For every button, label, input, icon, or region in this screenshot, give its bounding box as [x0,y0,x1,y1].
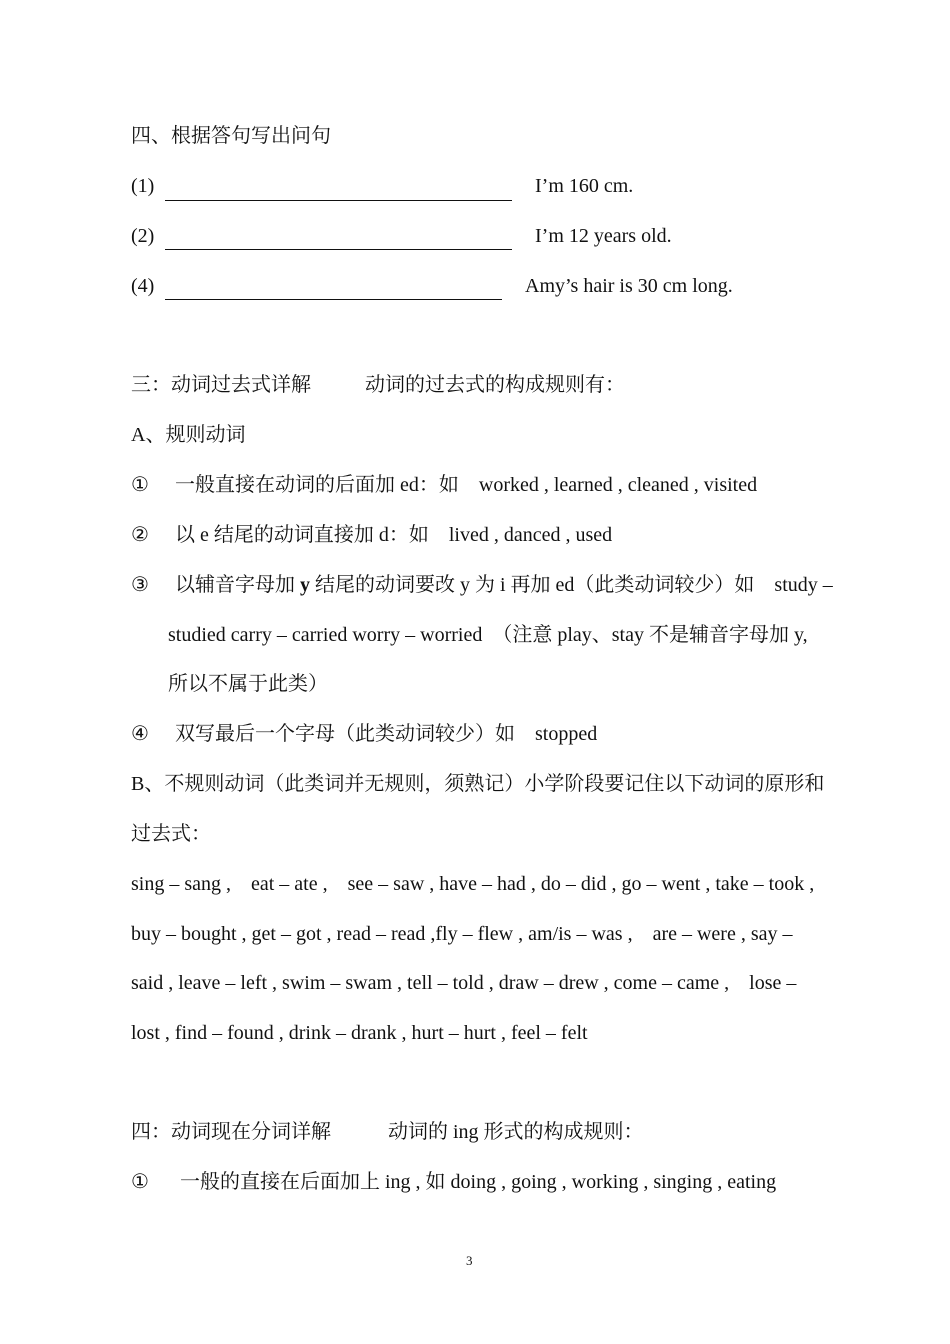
rule-marker: ④ [131,723,149,745]
rule-marker: ① [131,1171,149,1193]
exercise-number: (2) [131,225,155,247]
rule-text-continued: 所以不属于此类） [168,673,328,695]
irregular-verb-line: sing – sang , eat – ate , see – saw , have – had , do – did , go – went , take – took , [131,873,815,895]
answer-blank[interactable] [165,249,512,250]
irregular-verbs-heading-cont: 过去式： [131,823,211,845]
present-participle-subtitle: 动词的 ing 形式的构成规则： [388,1121,644,1143]
rule-marker: ② [131,524,149,546]
past-tense-subtitle: 动词的过去式的构成规则有： [365,374,625,396]
rule-marker: ① [131,474,149,496]
regular-verbs-heading: A、规则动词 [131,424,246,446]
exercise-number: (4) [131,275,155,297]
rule-text: 一般直接在动词的后面加 ed：如 worked , learned , cleaned , visited [175,474,758,496]
answer-blank[interactable] [165,200,512,201]
irregular-verb-line: said , leave – left , swim – swam , tell – told , draw – drew , come – came , lose – [131,972,797,994]
irregular-verb-line: buy – bought , get – got , read – read ,fly – flew , am/is – was , are – were , say – [131,923,793,945]
rule-text-part: 以辅音字母加 [175,574,300,596]
given-answer: Amy’s hair is 30 cm long. [525,275,733,297]
irregular-verb-line: lost , find – found , drink – drank , hurt – hurt , feel – felt [131,1022,588,1044]
irregular-verbs-heading: B、不规则动词（此类词并无规则，须熟记）小学阶段要记住以下动词的原形和 [131,773,825,795]
bold-letter: y [300,574,310,596]
rule-text: 一般的直接在后面加上 ing , 如 doing , going , working , singing , eating [180,1171,777,1193]
rule-text: 双写最后一个字母（此类动词较少）如 stopped [175,723,598,745]
answer-blank[interactable] [165,299,502,300]
rule-text [175,573,833,597]
given-answer: I’m 160 cm. [535,175,634,197]
present-participle-title: 四：动词现在分词详解 [131,1121,331,1143]
rule-text-continued: studied carry – carried worry – worried （注意 play、stay 不是辅音字母加 y, [168,624,808,646]
page-number: 3 [466,1253,473,1268]
given-answer: I’m 12 years old. [535,225,672,247]
exercise-heading: 四、根据答句写出问句 [131,125,331,147]
exercise-number: (1) [131,175,155,197]
rule-text-part: 结尾的动词要改 y 为 i 再加 ed（此类动词较少）如 study – [310,574,833,596]
rule-marker: ③ [131,574,149,596]
past-tense-title: 三：动词过去式详解 [131,374,311,396]
rule-text: 以 e 结尾的动词直接加 d：如 lived , danced , used [175,524,613,546]
